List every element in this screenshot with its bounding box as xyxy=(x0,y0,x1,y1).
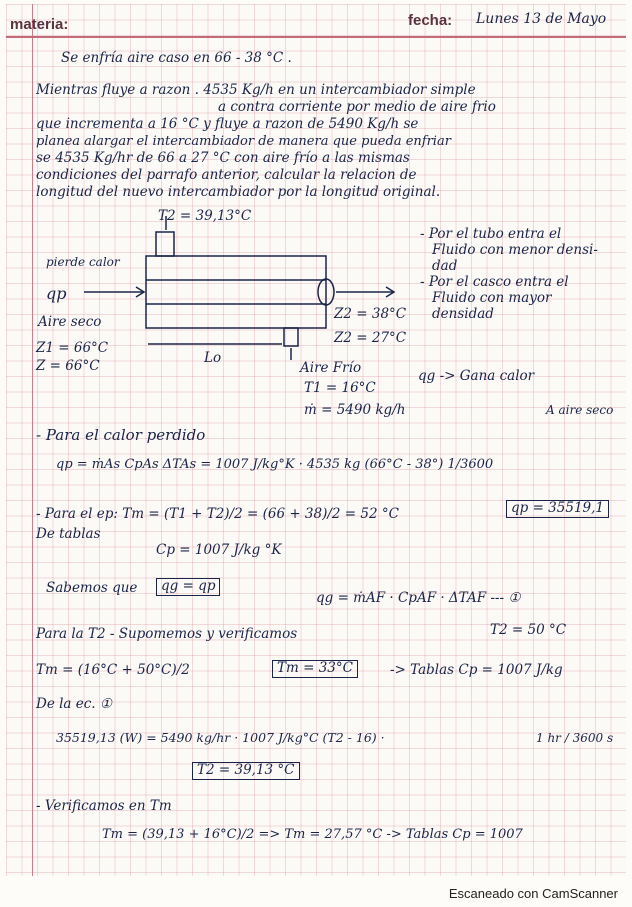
hr-fraction: 1 hr / 3600 s xyxy=(536,731,614,745)
problem-line-7: condiciones del parrafo anterior, calcular la relacion de xyxy=(36,167,417,183)
cp-line: Cp = 1007 J/kg °K xyxy=(156,542,282,558)
problem-line-8: longitud del nuevo intercambiador por la longitud original. xyxy=(36,184,441,200)
calor-perdido-heading: - Para el calor perdido xyxy=(36,426,206,444)
t2-assumption: T2 = 50 °C xyxy=(490,622,567,638)
problem-line-5: planea alargar el intercambiador de manera que pueda enfriar xyxy=(36,134,451,149)
solve-equation: 35519,13 (W) = 5490 kg/hr · 1007 J/kg°C (T2 - 16) · xyxy=(56,730,385,745)
qg-label: qg -> Gana calor xyxy=(418,368,535,384)
qp-result-box: qp = 35519,1 xyxy=(506,500,609,518)
note-line-5: Fluido con mayor xyxy=(432,290,552,306)
t1-label: T1 = 16°C xyxy=(304,380,376,396)
note-line-6: densidad xyxy=(432,306,494,322)
tablas-cp-line: -> Tablas Cp = 1007 J/kg xyxy=(390,662,563,678)
verificamos-line: - Verificamos en Tm xyxy=(36,798,172,814)
qp-equation: qp = ṁAs CpAs ΔTAs = 1007 J/kg°K · 4535 kg (66°C - 38°) 1/3600 xyxy=(56,457,494,472)
shell-rect xyxy=(146,256,326,328)
de-ec-label: De la ec. ① xyxy=(36,696,112,712)
a-aire-seco-label: A aire seco xyxy=(546,403,614,417)
note-line-1: - Por el tubo entra el xyxy=(420,226,562,242)
note-line-2: Fluido con menor densi- xyxy=(432,242,598,258)
z1b-label: Z = 66°C xyxy=(36,358,100,374)
sabemos-label: Sabemos que xyxy=(46,580,138,596)
shell-outlet-nozzle xyxy=(284,328,298,346)
qp-label: qp xyxy=(46,284,67,303)
note-line-3: dad xyxy=(432,258,458,274)
problem-line-2: Mientras fluye a razon . 4535 Kg/h en un intercambiador simple xyxy=(36,82,476,98)
problem-line-1: Se enfría aire caso en 66 - 38 °C . xyxy=(61,50,292,66)
t2-result-box: T2 = 39,13 °C xyxy=(192,762,300,780)
mdot-label: ṁ = 5490 kg/h xyxy=(304,402,406,418)
aire-seco-label: Aire seco xyxy=(38,314,102,330)
aire-frio-label: Aire Frío xyxy=(300,360,362,376)
note-line-4: - Por el casco entra el xyxy=(420,274,569,290)
tablas-label: De tablas xyxy=(36,526,101,542)
shell-inlet-nozzle xyxy=(156,232,174,256)
para-t2-line: Para la T2 - Supomemos y verificamos xyxy=(36,626,298,642)
problem-line-4: que incrementa a 16 °C y fluye a razon de 5490 Kg/h se xyxy=(36,116,419,132)
tm-result-box: Tm = 33°C xyxy=(272,660,358,678)
t2-top-label: T2 = 39,13°C xyxy=(158,208,252,224)
z1a-label: Z1 = 66°C xyxy=(36,340,109,356)
notebook-page xyxy=(6,4,626,876)
length-label: Lo xyxy=(204,350,222,366)
problem-line-6: se 4535 Kg/hr de 66 a 27 °C con aire frío a las mismas xyxy=(36,150,410,166)
tm-final-line: Tm = (39,13 + 16°C)/2 => Tm = 27,57 °C -> Tablas Cp = 1007 xyxy=(102,827,523,842)
energy-balance-equation: qg = ṁAF · CpAF · ΔTAF --- ① xyxy=(316,590,521,606)
pierde-calor-label: pierde calor xyxy=(46,255,120,269)
problem-line-3: a contra corriente por medio de aire frio xyxy=(218,99,496,115)
camscanner-footer: Escaneado con CamScanner xyxy=(448,886,618,901)
fecha-label: fecha: xyxy=(408,12,453,29)
ep-line: - Para el ep: Tm = (T1 + T2)/2 = (66 + 38)/2 = 52 °C xyxy=(36,506,399,522)
fecha-value: Lunes 13 de Mayo xyxy=(476,11,607,27)
z2a-label: Z2 = 38°C xyxy=(334,306,407,322)
z2b-label: Z2 = 27°C xyxy=(334,330,407,346)
qg-eq-qp-box: qg = qp xyxy=(156,578,220,596)
materia-label: materia: xyxy=(10,16,69,33)
tm-calc: Tm = (16°C + 50°C)/2 xyxy=(36,662,190,678)
